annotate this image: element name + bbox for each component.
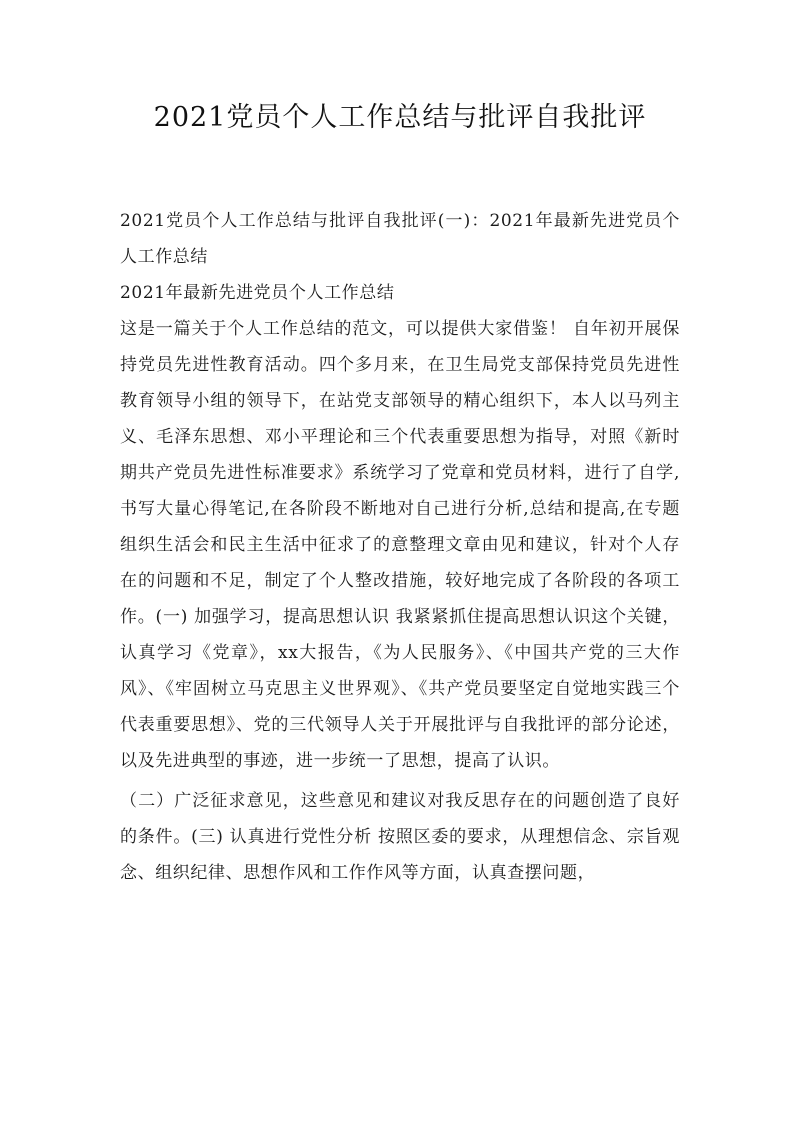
document-body [120, 203, 680, 891]
paragraph-section-heading: 2021党员个人工作总结与批评自我批评(一)：2021年最新先进党员个人工作总结 [120, 211, 680, 267]
document-title: 2021党员个人工作总结与批评自我批评 [153, 102, 647, 133]
paragraph-continued: （二）广泛征求意见，这些意见和建议对我反思存在的问题创造了良好的条件。(三) 认真进行党性分析 按照区委的要求，从理想信念、宗旨观念、组织纪律、思想作风和工作作风等方面，认真查摆问题， [120, 791, 680, 883]
paragraph-subtitle: 2021年最新先进党员个人工作总结 [120, 283, 395, 303]
paragraph-main: 这是一篇关于个人工作总结的范文，可以提供大家借鉴！ 自年初开展保持党员先进性教育活动。四个多月来，在卫生局党支部保持党员先进性教育领导小组的领导下，在站党支部领导的精心组织下，本人以马列主义、毛泽东思想、邓小平理论和三个代表重要思想为指导，对照《新时期共产党员先进性标准要求》系统学习了党章和党员材料，进行了自学,书写大量心得笔记,在各阶段不断地对自己进行分析,总结和提高,在专题组织生活会和民主生活中征求了的意整理文章由见和建议，针对个人存在的问题和不足，制定了个人整改措施，较好地完成了各阶段的各项工作。(一) 加强学习，提高思想认识 我紧紧抓住提高思想认识这个关键，认真学习《党章》，xx大报告，《为人民服务》、《中国共产党的三大作风》、《牢固树立马克思主义世界观》、《共产党员要坚定自觉地实践三个代表重要思想》、党的三代领导人关于开展批评与自我批评的部分论述，以及先进典型的事迹，进一步统一了思想，提高了认识。 [120, 319, 680, 771]
